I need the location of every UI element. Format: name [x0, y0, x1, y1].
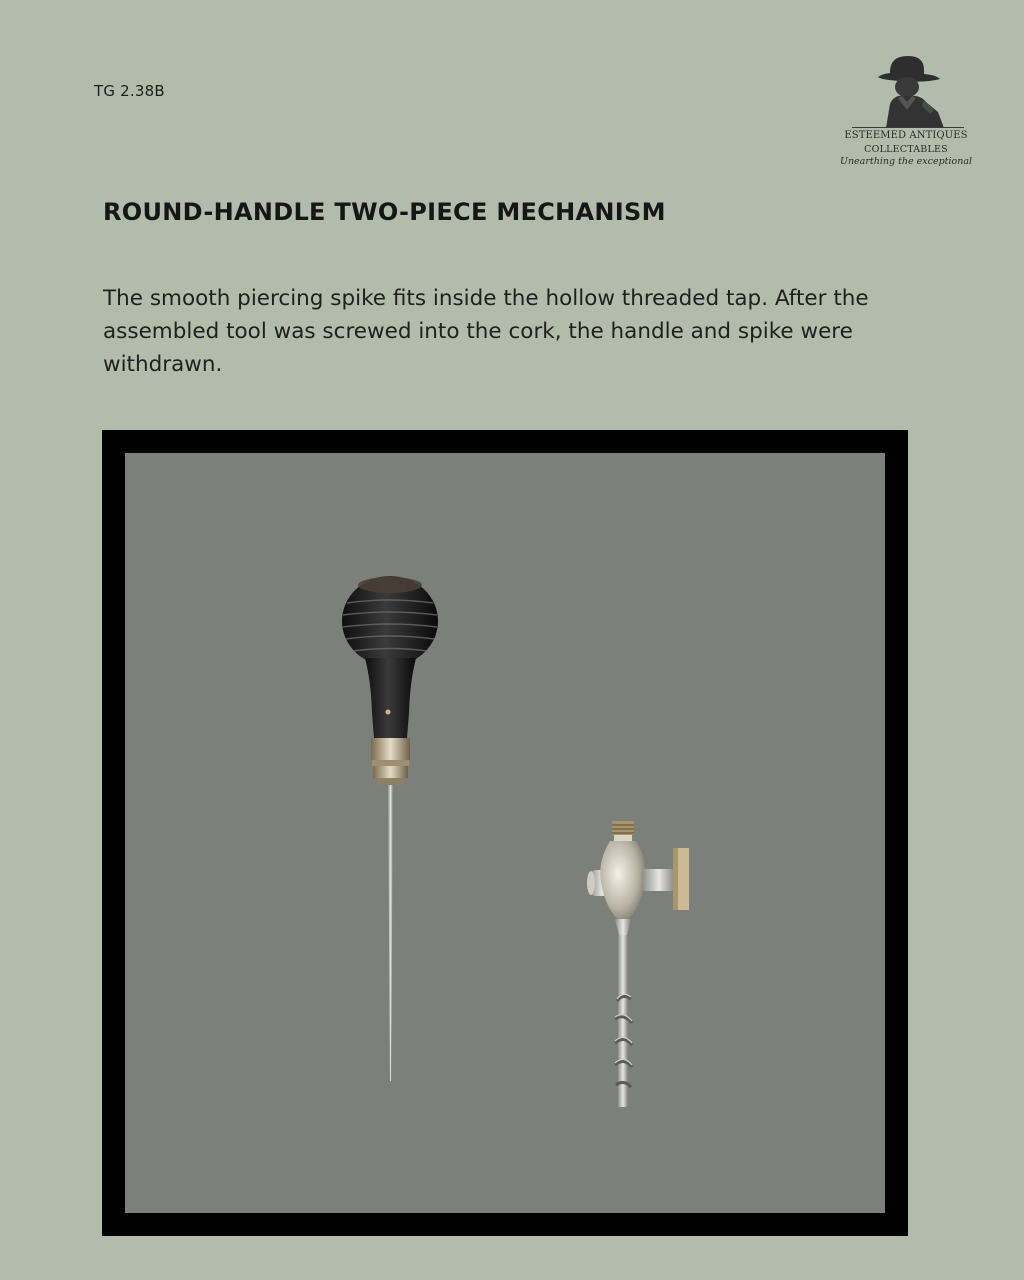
- logo-tagline: Unearthing the exceptional: [839, 156, 973, 167]
- brand-logo: [838, 50, 978, 175]
- photo-frame: [102, 430, 908, 1236]
- product-illustration: [125, 453, 885, 1213]
- ref-code: TG 2.38B: [94, 82, 165, 100]
- page-title: ROUND-HANDLE TWO-PIECE MECHANISM: [103, 198, 666, 226]
- round-handle-spike: [342, 576, 438, 1081]
- detective-silhouette-icon: [860, 50, 956, 128]
- description: The smooth piercing spike fits inside the hollow threaded tap. After the assembled tool was screwed into the cork, the handle and spike were withdrawn.: [103, 286, 869, 377]
- logo-name: ESTEEMED ANTIQUES: [844, 130, 968, 141]
- product-photo: [125, 453, 885, 1213]
- logo-subtitle: COLLECTABLES: [864, 144, 948, 155]
- threaded-tap-with-valve: [587, 821, 689, 1107]
- logo-divider: [852, 127, 964, 128]
